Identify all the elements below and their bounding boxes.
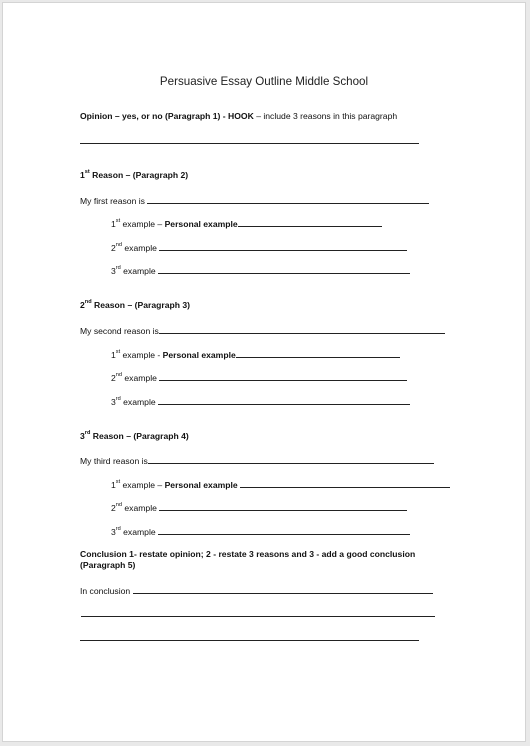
reason-3-example-3-line[interactable]	[158, 525, 410, 535]
reason-3-answer-line[interactable]	[148, 454, 434, 464]
reason-2-example-2: 2nd example	[111, 371, 407, 384]
reason-3-prompt: My third reason is	[80, 454, 434, 467]
reason-2-example-3-line[interactable]	[158, 395, 410, 405]
conclusion-answer-line-1[interactable]	[133, 584, 433, 594]
reason-3-example-1-line[interactable]	[240, 478, 450, 488]
reason-2-heading: 2nd Reason – (Paragraph 3)	[80, 299, 191, 310]
reason-3-example-2-line[interactable]	[159, 501, 407, 511]
opinion-heading-note: – include 3 reasons in this paragraph	[253, 111, 398, 121]
reason-3-example-2: 2nd example	[111, 501, 407, 514]
reason-2-answer-line[interactable]	[159, 324, 445, 334]
reason-1-example-3-line[interactable]	[158, 264, 410, 274]
reason-3-example-1: 1st example – Personal example	[111, 478, 450, 491]
opinion-heading	[80, 111, 397, 122]
reason-3-heading: 3rd Reason – (Paragraph 4)	[80, 430, 189, 441]
reason-2-example-3: 3rd example	[111, 395, 410, 408]
conclusion-prompt: In conclusion	[80, 584, 433, 597]
opinion-heading-bold: Opinion – yes, or no (Paragraph 1) - HOOK	[80, 111, 254, 121]
reason-2-example-1-line[interactable]	[236, 348, 400, 358]
reason-1-example-3: 3rd example	[111, 264, 410, 277]
reason-1-example-1-line[interactable]	[238, 217, 382, 227]
worksheet-page	[2, 2, 526, 742]
opinion-answer-line[interactable]	[80, 143, 419, 144]
reason-1-example-2: 2nd example	[111, 241, 407, 254]
reason-1-example-1: 1st example – Personal example	[111, 217, 382, 230]
reason-1-heading: 1st Reason – (Paragraph 2)	[80, 169, 189, 180]
reason-2-example-1: 1st example - Personal example	[111, 348, 400, 361]
conclusion-answer-line-2[interactable]	[81, 616, 435, 617]
page-title: Persuasive Essay Outline Middle School	[159, 75, 369, 88]
reason-2-example-2-line[interactable]	[159, 371, 407, 381]
reason-2-prompt: My second reason is	[80, 324, 445, 337]
reason-1-example-2-line[interactable]	[159, 241, 407, 251]
reason-3-example-3: 3rd example	[111, 525, 410, 538]
conclusion-heading-line-2: (Paragraph 5)	[80, 560, 136, 570]
reason-1-answer-line[interactable]	[147, 194, 429, 204]
reason-1-prompt: My first reason is	[80, 194, 429, 207]
conclusion-heading-line-1: Conclusion 1- restate opinion; 2 - restate 3 reasons and 3 - add a good conclusion	[80, 549, 416, 559]
conclusion-answer-line-3[interactable]	[80, 640, 419, 641]
